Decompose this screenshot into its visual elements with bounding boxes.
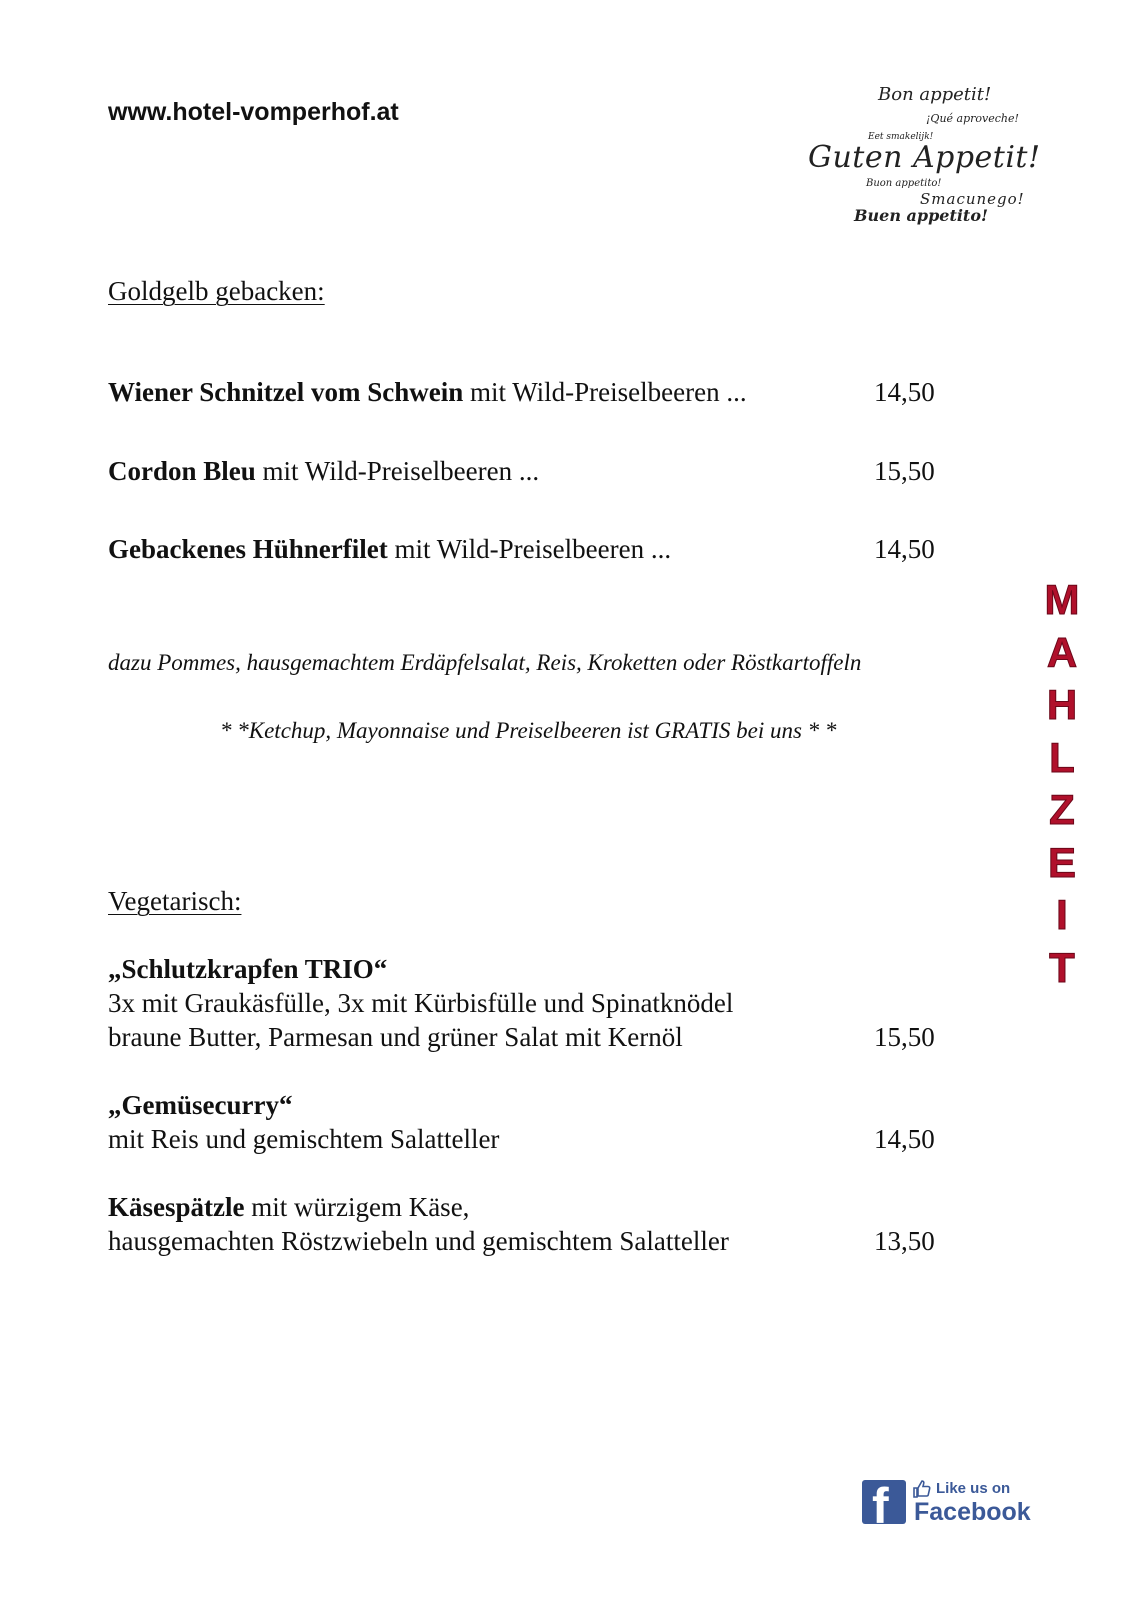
menu-item-price: 15,50 <box>874 1022 935 1052</box>
menu-item-name: Käsespätzle <box>108 1192 245 1222</box>
menu-item-name: Cordon Bleu <box>108 456 256 486</box>
facebook-wordmark: Facebook <box>914 1498 1031 1526</box>
facebook-like-badge[interactable] <box>862 1480 1062 1540</box>
menu-item <box>108 1192 469 1223</box>
logo-phrase: ¡Qué aproveche! <box>926 112 1019 125</box>
banner-letter: A <box>1046 628 1078 676</box>
menu-item-desc: 3x mit Graukäsfülle, 3x mit Kürbisfülle und Spinatknödel <box>108 988 734 1018</box>
menu-item <box>108 534 671 565</box>
like-us-text: Like us on <box>936 1480 1011 1497</box>
section-heading-fried: Goldgelb gebacken: <box>108 276 325 306</box>
banner-letter: M <box>1044 576 1080 623</box>
logo-phrase: Buen appetito! <box>854 206 989 225</box>
banner-letter: I <box>1056 891 1068 938</box>
bon-appetit-logo <box>808 80 1058 240</box>
menu-item-desc: mit Wild-Preiselbeeren ... <box>255 456 540 486</box>
logo-phrase: Buon appetito! <box>866 178 942 189</box>
logo-phrase: Smacunego! <box>920 190 1025 208</box>
menu-item-desc: mit Reis und gemischtem Salatteller <box>108 1124 500 1154</box>
menu-item-price: 15,50 <box>874 456 935 486</box>
facebook-f-icon: f <box>862 1480 906 1524</box>
menu-item-name: Wiener Schnitzel vom Schwein <box>108 377 464 407</box>
menu-item-name: Gebackenes Hühnerfilet <box>108 534 388 564</box>
banner-letter: E <box>1047 838 1076 886</box>
banner-letter: L <box>1049 733 1075 781</box>
menu-item-price: 14,50 <box>874 377 935 407</box>
logo-phrase: Eet smakelijk! <box>868 132 934 142</box>
menu-item-price: 13,50 <box>874 1226 935 1256</box>
menu-item-title: „Gemüsecurry“ <box>108 1090 293 1120</box>
free-condiments-note: * *Ketchup, Mayonnaise und Preiselbeeren ist GRATIS bei uns * * <box>220 718 837 743</box>
mahlzeit-vertical-banner <box>1038 574 1086 994</box>
thumbs-up-icon <box>912 1480 932 1498</box>
logo-phrase: Bon appetit! <box>878 84 992 105</box>
menu-item-desc: mit würzigem Käse, <box>244 1192 470 1222</box>
sides-note: dazu Pommes, hausgemachtem Erdäpfelsalat, Reis, Kroketten oder Röstkartoffeln <box>108 650 862 675</box>
section-heading-vegetarian: Vegetarisch: <box>108 886 242 916</box>
banner-letter: H <box>1046 681 1078 728</box>
menu-item-title: „Schlutzkrapfen TRIO“ <box>108 954 388 984</box>
banner-letter: Z <box>1049 786 1075 833</box>
menu-item-desc: mit Wild-Preiselbeeren ... <box>387 534 672 564</box>
menu-item <box>108 377 747 408</box>
logo-phrase-main: Guten Appetit! <box>808 140 1041 175</box>
website-url[interactable]: www.hotel-vomperhof.at <box>108 98 399 126</box>
menu-item-desc: mit Wild-Preiselbeeren ... <box>463 377 747 407</box>
menu-item-desc: braune Butter, Parmesan und grüner Salat mit Kernöl <box>108 1022 683 1052</box>
menu-item-desc: hausgemachten Röstzwiebeln und gemischtem Salatteller <box>108 1226 729 1256</box>
menu-item <box>108 456 539 487</box>
banner-letter: T <box>1049 943 1075 991</box>
menu-item-price: 14,50 <box>874 1124 935 1154</box>
menu-item-price: 14,50 <box>874 534 935 564</box>
